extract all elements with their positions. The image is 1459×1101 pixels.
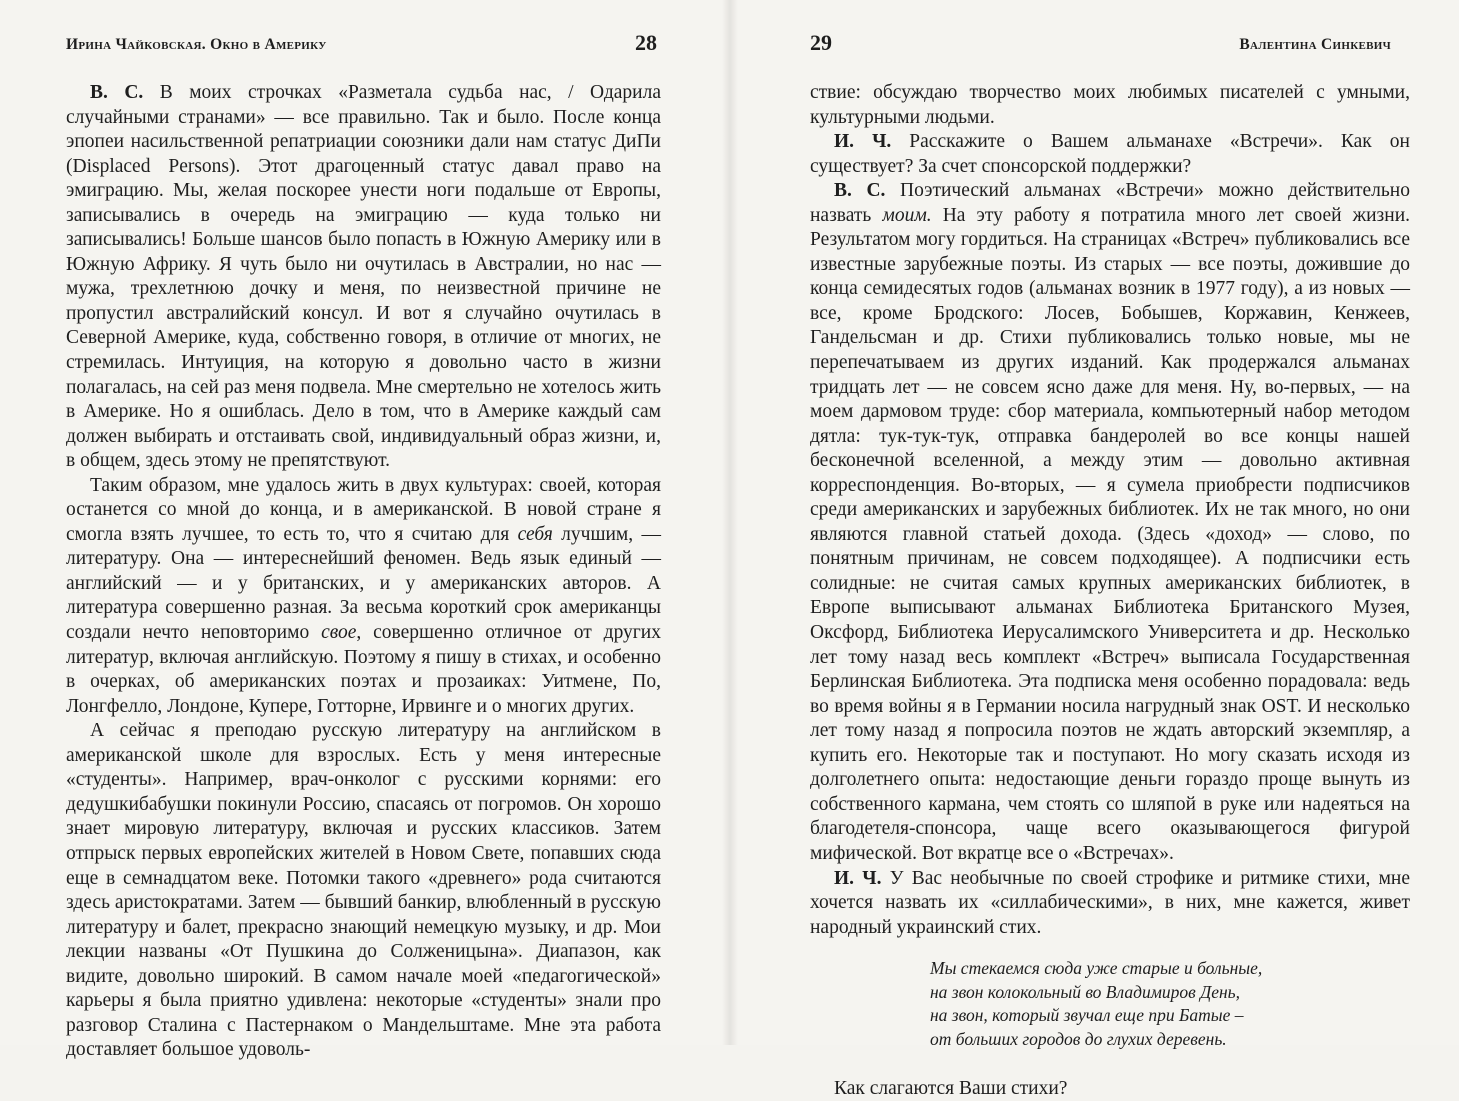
- poem-line: на звон колокольный во Владимиров День,: [930, 981, 1241, 1002]
- right-page-text: [810, 81, 1410, 1101]
- speaker-label: И. Ч.: [834, 867, 882, 889]
- paragraph-text: У Вас необычные по своей строфике и ритмике стихи, мне хочется назвать их «силлабическими», в них, мне кажется, живет народный украинский стих.: [810, 867, 1410, 938]
- right-page-number: 29: [810, 30, 832, 55]
- paragraph: [66, 719, 661, 1063]
- paragraph-text: А сейчас я преподаю русскую литературу на английском в американской школе для взрослых. Есть у меня интересные «студенты». Например, врач-онколог с русскими корнями: его дедушкибабушки покинули Россию, спасаясь от погромов. Он хорошо знает мировую литературу, включая и русских классиков. Затем отпрыск первых европейских жителей в Новом Свете, попавших сюда еще в семнадцатом веке. Потомки такого «древнего» рода считаются здесь аристократами. Затем — бывший банкир, влюбленный в русскую литературу и балет, прекрасно знающий немецкую музыку, и др. Мои лекции названы «От Пушкина до Солженицына». Диапазон, как видите, довольно широкий. В самом начале моей «педагогической» карьеры я была приятно удивлена: некоторые «студенты» знали про разговор Сталина с Пастернаком о Мандельштаме. Мне эта работа доставляет большое удоволь-: [66, 720, 661, 1061]
- poem-stanza: [810, 957, 1410, 1051]
- emphasis-text: свое: [321, 622, 357, 644]
- paragraph-text: На эту работу я потратила много лет своей жизни. Результатом могу гордиться. На страницах «Встреч» публиковались все известные зарубежные поэты. Из старых — все поэты, дожившие до конца семидесятых годов (альманах возник в 1977 году), а из новых — все, кроме Бродского: Лосев, Бобышев, Коржавин, Кенжеев, Гандельсман и др. Стихи публиковались только новые, мы не перепечатываем из других изданий. Как продержался альманах тридцать лет — не совсем ясно даже для меня. Ну, во-первых, — на моем дармовом труде: сбор материала, компьютерный набор методом дятла: тук-тук-тук, отправка бандеролей во все концы нашей бесконечной вселенной, а между этим — довольно активная корреспонденция. Во-вторых, — я сумела приобрести подписчиков среди американских и зарубежных библиотек. Их не так много, но они являются главной статьей дохода. (Здесь «доход» — слово, по понятным причинам, не совсем подходящее). А подписчики есть солидные: не считая самых крупных американских библиотек, в Европе выписывают альманах Библиотека Британского Музея, Оксфорд, Библиотека Иерусалимского Университета и др. Несколько лет тому назад весь комплект «Встреч» выписала Государственная Берлинская Библиотека. Эта подписка меня особенно порадовала: ведь во время войны я в Германии носила нагрудный знак OST. И несколько лет тому назад я попросила поэтов не ждать авторский экземпляр, а купить его. Некоторые так и поступают. Но могу сказать исходя из долголетнего опыта: недостающие деньги гораздо проще вынуть из собственного кармана, чем стоять со шляпой в руке или надеяться на благодетеля-спонсора, чаще всего оказывающегося фигурой мифической. Вот вкратце все о «Встречах».: [810, 204, 1411, 864]
- emphasis-text: себя: [517, 523, 553, 545]
- paragraph-text: Таким образом, мне удалось жить в двух культурах: своей, которая останется со мной до конца, и в американской. В новой стране я смогла взять лучшее, то есть то, что я считаю для: [66, 474, 661, 545]
- emphasis-text: моим.: [882, 204, 932, 226]
- paragraph: [66, 474, 661, 719]
- right-page: [730, 0, 1459, 1099]
- speaker-label: И. Ч.: [834, 131, 892, 153]
- poem-line: Мы стекаемся сюда уже старые и больные,: [930, 958, 1263, 979]
- paragraph: [810, 130, 1410, 179]
- paragraph-text: , совершенно отличное от других литератур, включая английскую. Поэтому я пишу в стихах, и особенно в очерках, об американских поэтах и прозаиках: Уитмене, По, Лонгфелло, Лондоне, Купере, Готторне, Ирвинге и о многих других.: [66, 622, 661, 717]
- left-page: [0, 0, 729, 1061]
- speaker-label: В. С.: [90, 82, 144, 103]
- paragraph-continuation: ствие: обсуждаю творчество моих любимых писателей с умными, культурными людьми.: [810, 82, 1410, 128]
- paragraph-text: Поэтический альманах «Встречи» можно действительно назвать: [810, 180, 1410, 226]
- paragraph: [66, 81, 661, 474]
- left-running-head: Ирина Чайковская. Окно в Америку: [66, 36, 327, 53]
- speaker-label: В. С.: [834, 180, 886, 202]
- poem-line: на звон, который звучал еще при Батые –: [930, 1005, 1244, 1026]
- paragraph: [810, 867, 1410, 941]
- paragraph-text: В моих строчках «Разметала судьба нас, / Одарила случайными странами» — все правильно. Так и было. После конца эпопеи насильственной репатриации союзники дали нам статус ДиПи (Displaced Persons). Этот драгоценный статус давал право на эмиграцию. Мы, желая поскорее унести ноги подальше от Европы, записывались в очередь на эмиграцию — куда только ни записывались! Больше шансов было попасть в Южную Америку или в Южную Африку. Я чуть было ни очутилась в Австралии, но нас — мужа, трехлетнюю дочку и меня, по неизвестной причине не пропустил австралийский консул. И вот я случайно очутилась в Северной Америке, куда, собственно говоря, в отличие от многих, не стремилась. Интуиция, на которую я довольно часто в жизни полагалась, на сей раз меня подвела. Мне смертельно не хотелось жить в Америке. Но я ошиблась. Дело в том, что в Америке каждый сам должен выбирать и отстаивать свой, индивидуальный образ жизни, и, в общем, здесь этому не препятствуют.: [66, 82, 661, 472]
- interview-question: Как слагаются Ваши стихи?: [834, 1077, 1068, 1099]
- paragraph-text: Расскажите о Вашем альманахе «Встречи». Как он существует? За счет спонсорской поддержки?: [810, 131, 1410, 177]
- paragraph: [810, 179, 1410, 866]
- left-page-number: 28: [635, 30, 657, 55]
- poem-line: от больших городов до глухих деревень.: [930, 1028, 1227, 1049]
- left-page-text: [66, 81, 661, 1063]
- paragraph-text: лучшим, — литературу. Она — интереснейший феномен. Ведь язык единый — английский — и у британских, и у американских авторов. А литература совершенно разная. За весьма короткий срок американцы создали нечто неповторимо: [66, 523, 661, 644]
- right-running-head: Валентина Синкевич: [1239, 36, 1391, 53]
